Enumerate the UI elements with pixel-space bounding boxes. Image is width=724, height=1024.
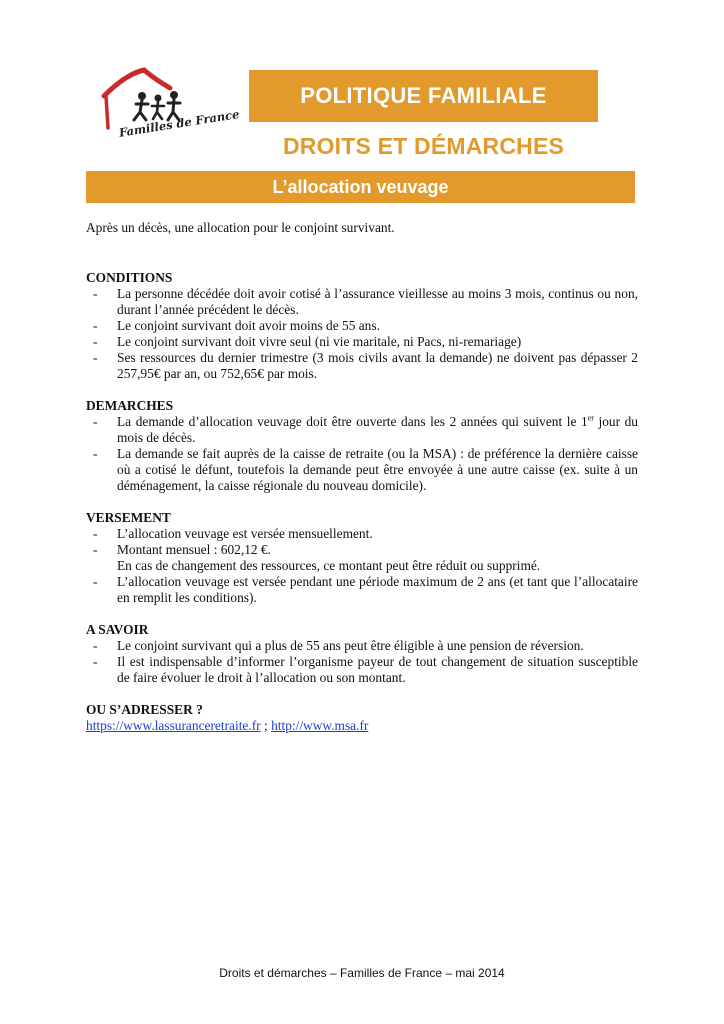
list-item: [86, 414, 638, 446]
links-line: [86, 718, 638, 734]
list-item-text: La demande d’allocation veuvage doit être ouverte dans les 2 années qui suivent le 1: [117, 414, 588, 429]
section-conditions: [86, 270, 638, 382]
section-versement: [86, 510, 638, 606]
list-item: - L’allocation veuvage est versée mensuellement.: [86, 526, 638, 542]
conditions-list: [86, 286, 638, 382]
document-body: [86, 220, 638, 750]
section-heading: VERSEMENT: [86, 510, 171, 525]
list-item: - Montant mensuel : 602,12 €.: [86, 542, 638, 558]
list-item-note: En cas de changement des ressources, ce montant peut être réduit ou supprimé.: [117, 558, 541, 573]
banner-text: POLITIQUE FAMILIALE: [300, 83, 547, 108]
list-item: - La personne décédée doit avoir cotisé à l’assurance vieillesse au moins 3 mois, continus ou non, durant l’année précédent le décès.: [86, 286, 638, 318]
section-ou-sadresser: [86, 702, 638, 734]
intro-paragraph: Après un décès, une allocation pour le conjoint survivant.: [86, 220, 395, 235]
list-item: - Ses ressources du dernier trimestre (3 mois civils avant la demande) ne doivent pas dépasser 2 257,95€ par an, ou 752,65€ par mois.: [86, 350, 638, 382]
list-item-text: jour du mois de décès.: [117, 414, 638, 445]
versement-list: [86, 526, 638, 606]
list-item: - Il est indispensable d’informer l’organisme payeur de tout changement de situation susceptible de faire évoluer le droit à l’allocation ou son montant.: [86, 654, 638, 686]
list-item: - Le conjoint survivant doit vivre seul (ni vie maritale, ni Pacs, ni-remariage): [86, 334, 638, 350]
demarches-list: [86, 414, 638, 494]
list-item: - Le conjoint survivant qui a plus de 55 ans peut être éligible à une pension de réversion.: [86, 638, 638, 654]
subtitle-droits-demarches: DROITS ET DÉMARCHES: [282, 132, 565, 159]
section-heading: CONDITIONS: [86, 270, 173, 285]
section-heading: DEMARCHES: [86, 398, 174, 413]
document-title-bar: [86, 171, 635, 203]
section-heading: OU S’ADRESSER ?: [86, 702, 203, 717]
link-lassuranceretraite[interactable]: https://www.lassuranceretraite.fr: [86, 718, 261, 733]
section-demarches: [86, 398, 638, 494]
page-footer: Droits et démarches – Familles de France – mai 2014: [219, 966, 505, 980]
list-item: - L’allocation veuvage est versée pendant une période maximum de 2 ans (et tant que l’allocataire en remplit les conditions).: [86, 574, 638, 606]
familles-de-france-logo: [96, 66, 241, 158]
link-msa[interactable]: http://www.msa.fr: [271, 718, 369, 733]
logo-brand-text: Familles de France: [118, 106, 241, 140]
a-savoir-list: [86, 638, 638, 686]
section-a-savoir: [86, 622, 638, 686]
ordinal-superscript: er: [587, 413, 594, 423]
banner-politique-familiale: [249, 70, 598, 122]
link-separator: ;: [260, 718, 272, 733]
section-heading: A SAVOIR: [86, 622, 149, 637]
list-item: - La demande se fait auprès de la caisse de retraite (ou la MSA) : de préférence la dernière caisse où a cotisé le défunt, toutefois la demande peut être envoyée à une autre caisse (ex. suite à un déménagement, la caisse régionale du nouveau domicile).: [86, 446, 638, 494]
document-title: L’allocation veuvage: [272, 176, 449, 197]
list-item: - Le conjoint survivant doit avoir moins de 55 ans.: [86, 318, 638, 334]
